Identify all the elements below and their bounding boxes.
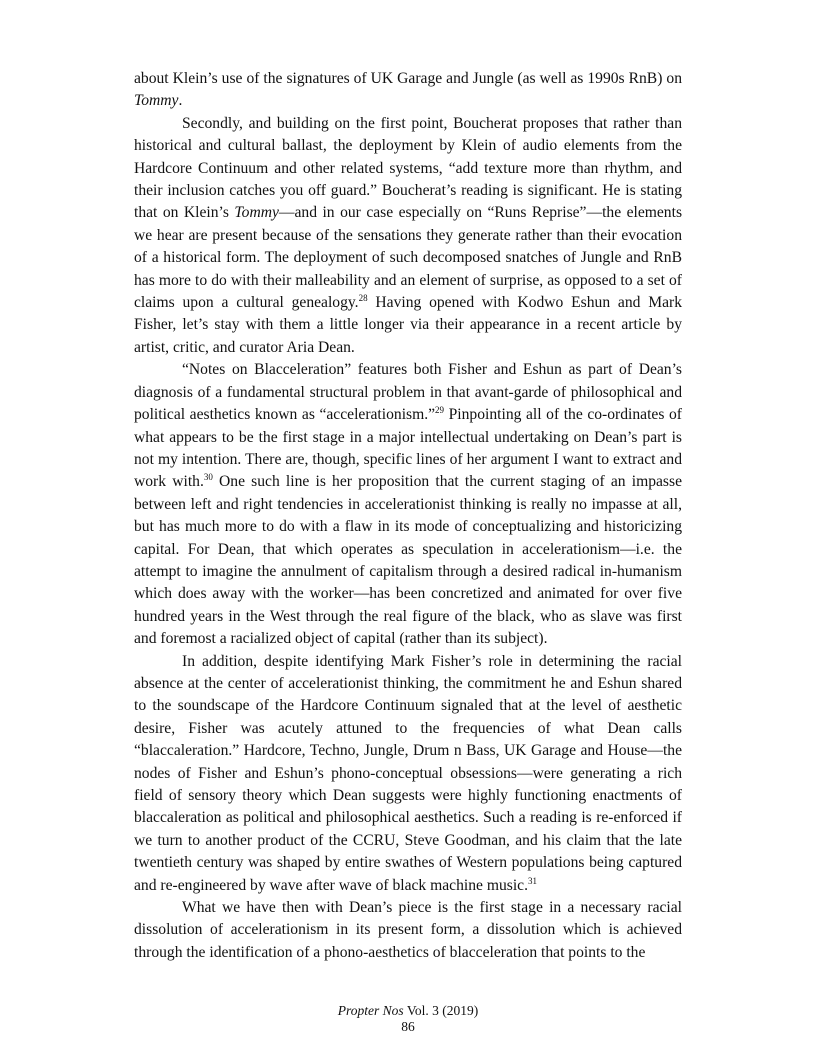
- text-run: —and in our case especially on “Runs Reprise”—the elements we hear are present because of the sensations they generate rather than their evocation of a historical form. The deployment of such decomposed snatches of Jungle and RnB has more to do with their malleability and an element of surprise, as opposed to a set of claims upon a cultural genealogy.: [134, 204, 683, 312]
- text-run: Having opened with Kodwo Eshun and Mark Fisher, let’s stay with them a little longer via their appearance in a recent article by artist, critic, and curator Aria Dean.: [134, 294, 683, 356]
- text-run: about Klein’s use of the signatures of UK Garage and Jungle (as well as 1990s RnB) on: [134, 70, 682, 87]
- text-run: One such line is her proposition that the current staging of an impasse between left and right tendencies in accelerationist thinking is really no impasse at all, but has much more to do with a flaw in its mode of conceptualizing and historicizing capital. For Dean, that which operates as speculation in accelerationism—i.e. the attempt to imagine the annulment of capitalism through a desired radical in-humanism which does away with the worker—has been concretized and animated for over five hundred years in the West through the real figure of the black, who as slave was first and foremost a racialized object of capital (rather than its subject).: [134, 473, 682, 648]
- footnote-ref: 29: [435, 405, 445, 416]
- text-run: “Notes on Blacceleration” features both Fisher and Eshun as part of Dean’s diagnosis of a fundamental structural problem in that avant-garde of philosophical and political aesthetics known as “accelerationism.”: [134, 361, 682, 424]
- page-footer: [0, 1003, 816, 1035]
- journal-citation: [0, 1003, 816, 1019]
- paragraph: [134, 651, 682, 897]
- italic-title: Tommy: [234, 204, 279, 222]
- text-run: .: [178, 92, 183, 110]
- paragraph: [134, 113, 682, 359]
- page-number: 86: [401, 1019, 415, 1034]
- paragraph: [134, 68, 682, 113]
- journal-volume: Vol. 3 (2019): [403, 1003, 479, 1018]
- journal-title: Propter Nos: [337, 1003, 404, 1018]
- text-run: What we have then with Dean’s piece is the first stage in a necessary racial dissolution of accelerationism in its present form, a dissolution which is achieved through the identification of a phono-aesthetics of blacceleration that points to the: [134, 899, 682, 961]
- text-run: Pinpointing all of the co-ordinates of what appears to be the first stage in a major intellectual undertaking on Dean’s part is not my intention. There are, though, specific lines of her argument I want to extract and work with.: [134, 406, 682, 491]
- text-run: Secondly, and building on the first point, Boucherat proposes that rather than historical and cultural ballast, the deployment by Klein of audio elements from the Hardcore Continuum and other related systems, “add texture more than rhythm, and their inclusion catches you off guard.” Boucherat’s reading is significant. He is stating that on Klein’s: [134, 114, 682, 222]
- footnote-ref: 31: [528, 875, 537, 886]
- italic-title: Tommy: [134, 92, 179, 110]
- body-text: [134, 68, 682, 964]
- text-run: In addition, despite identifying Mark Fisher’s role in determining the racial absence at the center of accelerationist thinking, the commitment he and Eshun shared to the soundscape of the Hardcore Continuum signaled that at the level of aesthetic desire, Fisher was acutely attuned to the frequencies of what Dean calls “blaccaleration.” Hardcore, Techno, Jungle, Drum n Bass, UK Garage and House—the nodes of Fisher and Eshun’s phono-conceptual obsessions—were generating a rich field of sensory theory which Dean suggests were highly functioning enactments of blaccaleration as political and philosophical aesthetics. Such a reading is re-enforced if we turn to another product of the CCRU, Steve Goodman, and his claim that the late twentieth century was shaped by entire swathes of Western populations being captured and re-engineered by wave after wave of black machine music.: [134, 652, 682, 894]
- footnote-ref: 28: [358, 293, 368, 304]
- paragraph: [134, 359, 682, 650]
- paragraph: [134, 897, 682, 964]
- footnote-ref: 30: [203, 472, 213, 483]
